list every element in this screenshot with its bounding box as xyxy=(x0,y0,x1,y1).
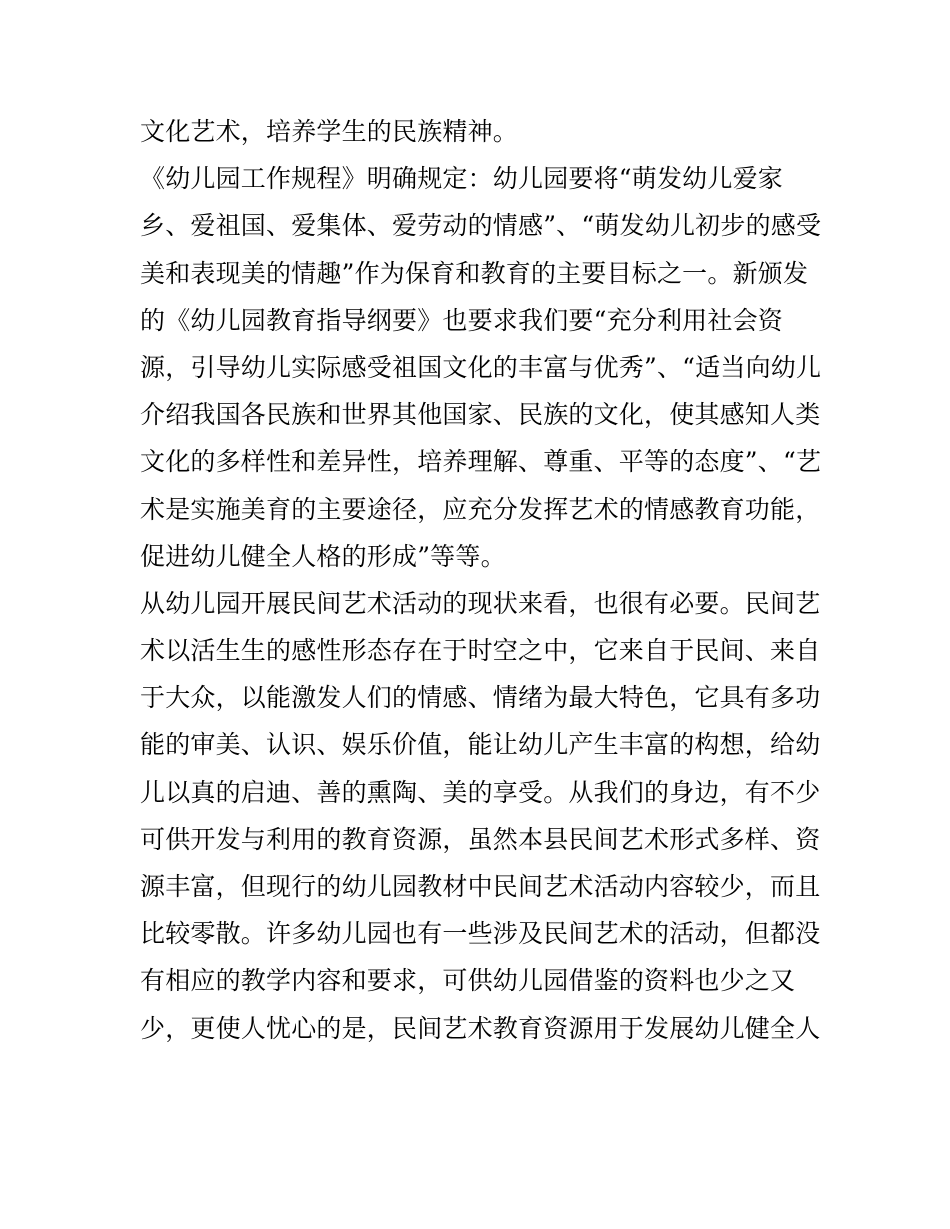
text-line: 介绍我国各民族和世界其他国家、民族的文化，使其感知人类 xyxy=(140,400,821,430)
text-line: 源，引导幼儿实际感受祖国文化的丰富与优秀”、“适当向幼儿 xyxy=(140,352,822,382)
text-line: 《幼儿园工作规程》明确规定：幼儿园要将“萌发幼儿爱家 xyxy=(140,164,783,194)
text-line: 乡、爱祖国、爱集体、爱劳动的情感”、“萌发幼儿初步的感受 xyxy=(140,211,822,241)
text-line: 源丰富，但现行的幼儿园教材中民间艺术活动内容较少，而且 xyxy=(140,872,821,901)
body-text xyxy=(140,108,820,1052)
text-line: 术是实施美育的主要途径，应充分发挥艺术的情感教育功能， xyxy=(140,494,821,524)
text-line: 的《幼儿园教育指导纲要》也要求我们要“充分利用社会资 xyxy=(140,305,783,335)
text-line: 从幼儿园开展民间艺术活动的现状来看，也很有必要。民间艺 xyxy=(140,588,821,618)
text-line: 能的审美、认识、娱乐价值，能让幼儿产生丰富的构想，给幼 xyxy=(140,730,821,760)
text-line: 有相应的教学内容和要求，可供幼儿园借鉴的资料也少之又 xyxy=(140,966,796,996)
text-line: 比较零散。许多幼儿园也有一些涉及民间艺术的活动，但都没 xyxy=(140,919,821,949)
text-line: 少，更使人忧心的是，民间艺术教育资源用于发展幼儿健全人 xyxy=(140,1013,821,1043)
text-line: 美和表现美的情趣”作为保育和教育的主要目标之一。新颁发 xyxy=(140,258,809,288)
text-line: 文化艺术，培养学生的民族精神。 xyxy=(140,117,519,146)
text-line: 儿以真的启迪、善的熏陶、美的享受。从我们的身边，有不少 xyxy=(140,777,821,807)
text-line: 促进幼儿健全人格的形成”等等。 xyxy=(140,541,506,571)
text-line: 文化的多样性和差异性，培养理解、尊重、平等的态度”、“艺 xyxy=(140,447,822,477)
text-line: 可供开发与利用的教育资源，虽然本县民间艺术形式多样、资 xyxy=(140,824,821,854)
text-line: 术以活生生的感性形态存在于时空之中，它来自于民间、来自 xyxy=(140,636,821,666)
text-line: 于大众，以能激发人们的情感、情绪为最大特色，它具有多功 xyxy=(140,683,821,713)
